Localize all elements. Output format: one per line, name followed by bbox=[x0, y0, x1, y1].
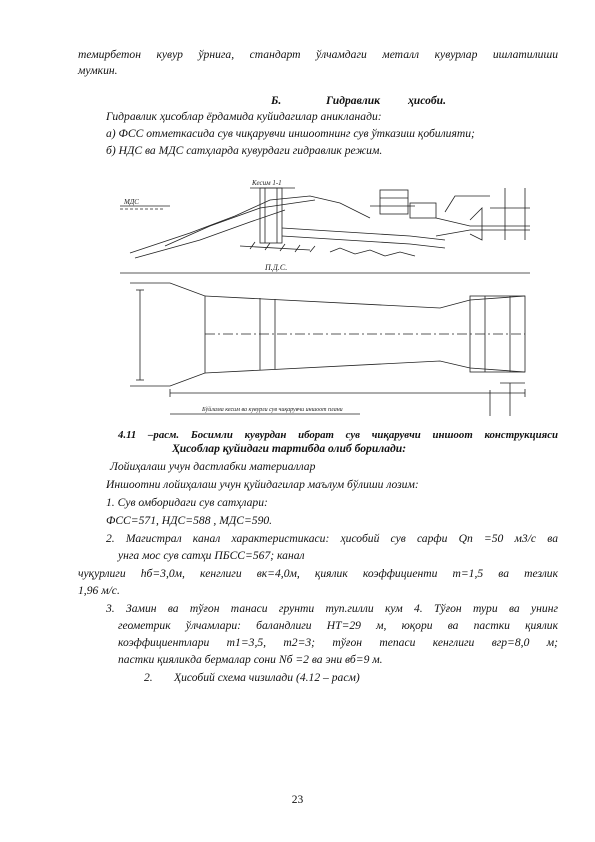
order-item-4-number: 2. bbox=[144, 671, 153, 684]
section-word-1: Гидравлик bbox=[326, 94, 381, 107]
order-item-3-line-3: коэффициентлари m1=3,5, m2=3; тўғон тепаси кенглиги вгр=8,0 м; bbox=[118, 636, 558, 649]
figure-caption: 4.11 –расм. Босимли кувурдан иборат сув чиқарувчи иншоот конструкцияси bbox=[118, 429, 558, 441]
hydraulics-lead: Гидравлик ҳисоблар ёрдамида куйидагилар аникланади: bbox=[106, 110, 382, 123]
bottom-note-label: Бўйлама кесим ва кувурли сув чиқарувчи иншоот плани bbox=[202, 407, 343, 413]
pds-label: П.Д.С. bbox=[265, 263, 288, 272]
section-word-2: ҳисоби. bbox=[408, 94, 447, 107]
hydraulics-item-b: б) НДС ва МДС сатҳларда кувурдаги гидравлик режим. bbox=[106, 144, 383, 157]
intro-line-1: темирбетон кувур ўрнига, стандарт ўлчамдаги металл кувурлар ишлатилиши bbox=[78, 48, 558, 61]
order-lead: Иншоотни лойиҳалаш учун қуйидагилар маълум бўлиши лозим: bbox=[106, 478, 419, 491]
order-item-2-line-1: 2. Магистрал канал характеристикаси: ҳисобий сув сарфи Qп =50 м3/с ва bbox=[106, 532, 558, 545]
page-number: 23 bbox=[291, 794, 304, 806]
structure-drawing bbox=[110, 178, 535, 421]
order-item-2-line-4: 1,96 м/с. bbox=[78, 584, 120, 597]
order-item-3-line-1: 3. Замин ва тўғон танаси грунти туп.гилли кум 4. Тўғон тури ва унинг bbox=[106, 602, 558, 615]
mds-label: МДС bbox=[124, 198, 139, 206]
order-item-4-text: Ҳисобий схема чизилади (4.12 – расм) bbox=[174, 671, 360, 684]
intro-line-2: мумкин. bbox=[78, 64, 118, 77]
section-letter: Б. bbox=[271, 94, 282, 107]
order-levels: ФСС=571, НДС=588 , МДС=590. bbox=[106, 514, 273, 527]
hydraulics-item-a: а) ФСС отметкасида сув чиқарувчи иншоотнинг сув ўтказиш қобилияти; bbox=[106, 127, 475, 140]
section-1-1-label: Кесим 1-1 bbox=[252, 179, 282, 187]
order-item-3-line-2: геометрик ўлчамлари: баландлиги НТ=29 м, юқори ва пастки қиялик bbox=[118, 619, 558, 632]
order-subheading: Лойиҳалаш учун дастлабки материаллар bbox=[110, 460, 316, 473]
order-item-1: 1. Сув омборидаги сув сатҳлари: bbox=[106, 496, 268, 509]
order-item-3-line-4: пастки қияликда бермалар сони Nб =2 ва эни вб=9 м. bbox=[118, 653, 383, 666]
order-item-2-line-3: чуқурлиги hб=3,0м, кенглиги вк=4,0м, қиялик коэффициенти m=1,5 ва тезлик bbox=[78, 567, 558, 580]
order-item-2-line-2: унга мос сув сатҳи ПБСС=567; канал bbox=[118, 549, 305, 562]
order-heading: Ҳисоблар қуйидаги тартибда олиб борилади: bbox=[172, 442, 407, 455]
